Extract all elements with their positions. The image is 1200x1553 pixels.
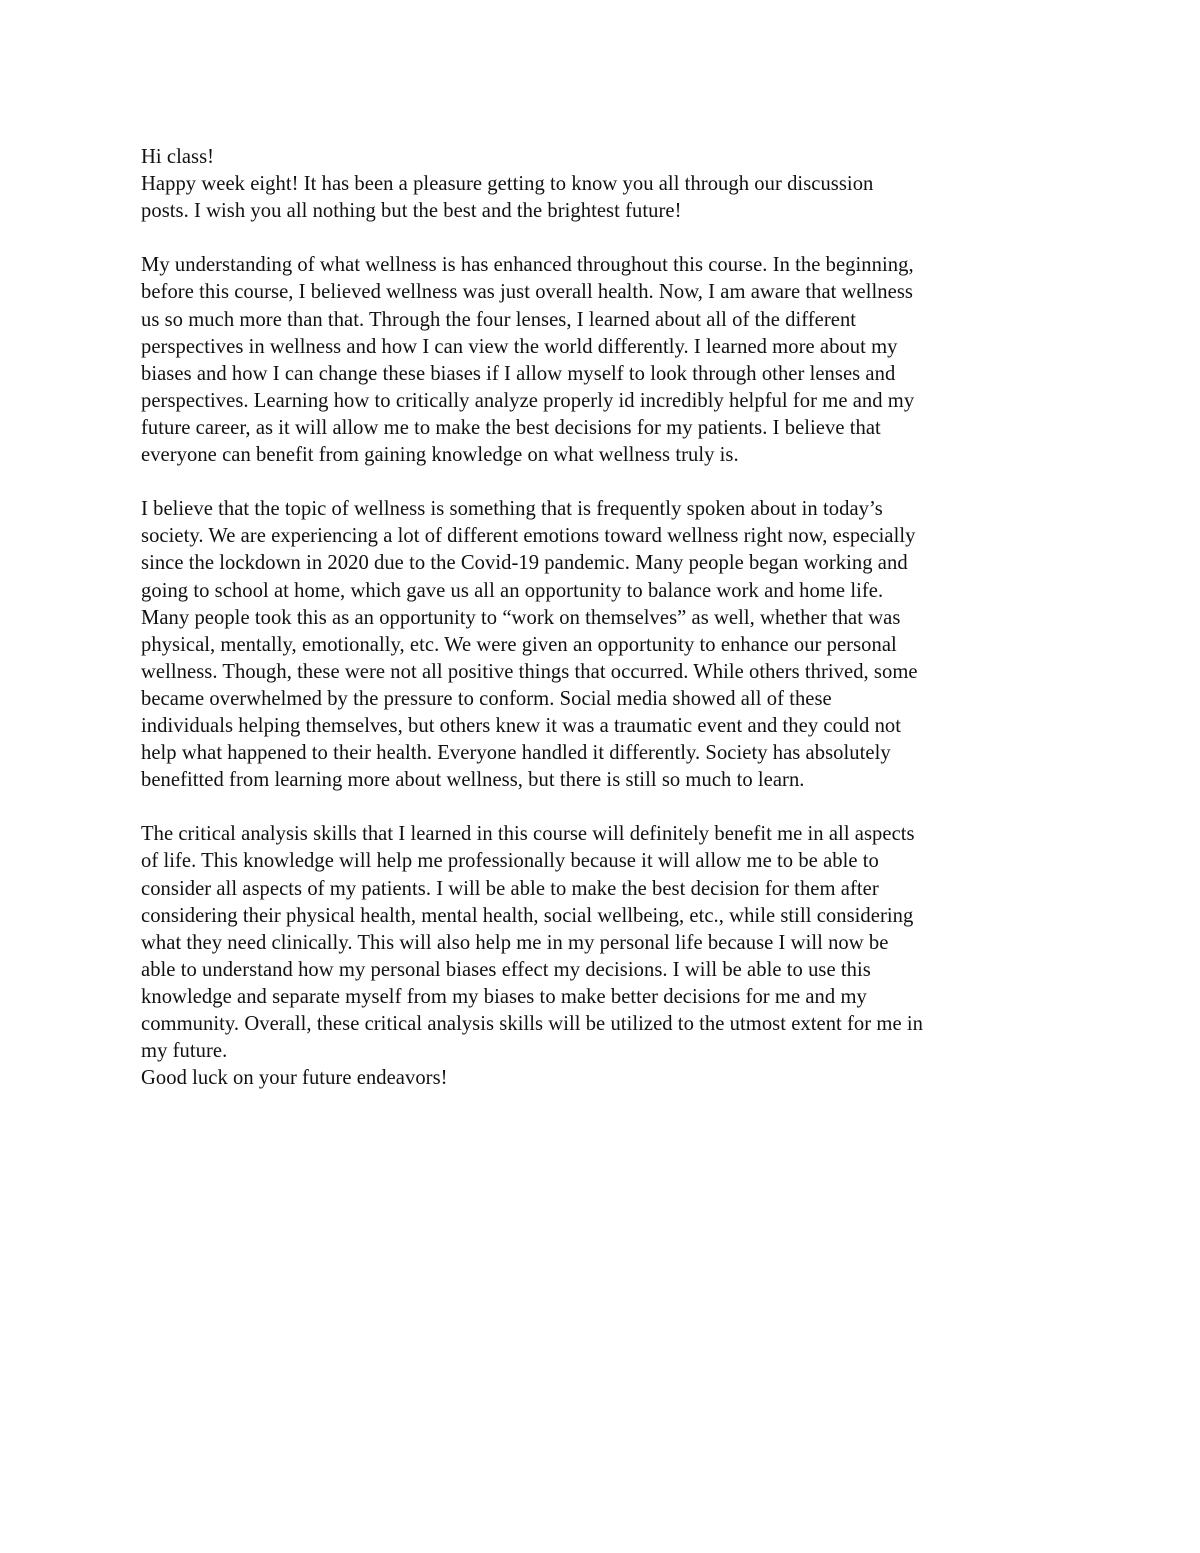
text-line: perspectives in wellness and how I can view the world differently. I learned more about my	[141, 335, 898, 358]
text-line: knowledge and separate myself from my biases to make better decisions for me and my	[141, 985, 867, 1008]
text-line: Happy week eight! It has been a pleasure getting to know you all through our discussion	[141, 173, 874, 196]
text-line: I believe that the topic of wellness is something that is frequently spoken about in today’s	[141, 498, 883, 521]
paragraph-spacer	[141, 794, 1071, 821]
text-line: my future.	[141, 1040, 228, 1063]
text-line: what they need clinically. This will also help me in my personal life because I will now be	[141, 931, 889, 954]
paragraph-spacer	[141, 469, 1071, 496]
text-line: future career, as it will allow me to make the best decisions for my patients. I believe that	[141, 416, 881, 439]
text-line: wellness. Though, these were not all positive things that occurred. While others thrived, some	[141, 660, 918, 683]
paragraph-understanding	[141, 252, 1071, 469]
text-line: perspectives. Learning how to critically analyze properly id incredibly helpful for me and my	[141, 389, 915, 412]
paragraph-critical-analysis	[141, 821, 1071, 1065]
text-line: consider all aspects of my patients. I will be able to make the best decision for them after	[141, 877, 879, 900]
text-line: us so much more than that. Through the four lenses, I learned about all of the different	[141, 308, 857, 331]
text-line: of life. This knowledge will help me professionally because it will allow me to be able to	[141, 850, 879, 873]
document-page	[141, 144, 1071, 1092]
text-line: posts. I wish you all nothing but the best and the brightest future!	[141, 200, 682, 223]
text-line: considering their physical health, mental health, social wellbeing, etc., while still considering	[141, 904, 914, 927]
text-line: help what happened to their health. Everyone handled it differently. Society has absolutely	[141, 742, 891, 765]
paragraph-spacer	[141, 225, 1071, 252]
text-line: physical, mentally, emotionally, etc. We were given an opportunity to enhance our personal	[141, 633, 897, 656]
text-line: able to understand how my personal biases effect my decisions. I will be able to use this	[141, 958, 871, 981]
text-line: Many people took this as an opportunity to “work on themselves” as well, whether that was	[141, 606, 901, 629]
intro-paragraph	[141, 171, 1071, 225]
text-line: became overwhelmed by the pressure to conform. Social media showed all of these	[141, 687, 832, 710]
text-line: since the lockdown in 2020 due to the Covid-19 pandemic. Many people began working and	[141, 552, 908, 575]
text-line: everyone can benefit from gaining knowledge on what wellness truly is.	[141, 444, 739, 467]
closing-line: Good luck on your future endeavors!	[141, 1067, 448, 1090]
text-line: biases and how I can change these biases if I allow myself to look through other lenses and	[141, 362, 896, 385]
text-line: community. Overall, these critical analysis skills will be utilized to the utmost extent for me in	[141, 1013, 923, 1035]
text-line: My understanding of what wellness is has enhanced throughout this course. In the beginning,	[141, 254, 914, 277]
text-line: The critical analysis skills that I learned in this course will definitely benefit me in all aspects	[141, 823, 915, 846]
text-line: going to school at home, which gave us all an opportunity to balance work and home life.	[141, 579, 884, 602]
greeting: Hi class!	[141, 146, 215, 168]
text-line: before this course, I believed wellness was just overall health. Now, I am aware that wellness	[141, 281, 913, 304]
paragraph-society	[141, 496, 1071, 794]
text-line: benefitted from learning more about wellness, but there is still so much to learn.	[141, 769, 805, 792]
text-line: society. We are experiencing a lot of different emotions toward wellness right now, especially	[141, 525, 916, 548]
text-line: individuals helping themselves, but others knew it was a traumatic event and they could not	[141, 714, 902, 737]
